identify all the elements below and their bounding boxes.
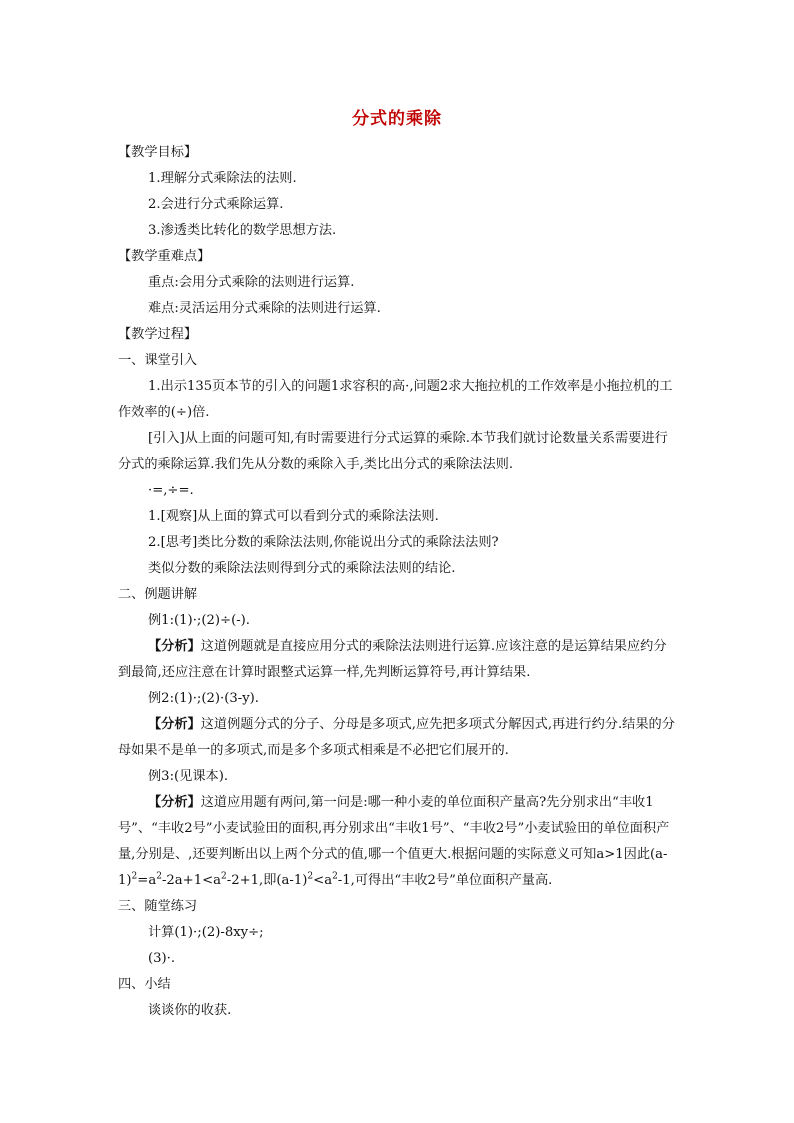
key-points-heading: 【教学重难点】 [118, 249, 211, 264]
page-title: 分式的乘除 [352, 109, 442, 129]
superscript: 2 [332, 871, 338, 882]
objectives-heading: 【教学目标】 [118, 145, 198, 160]
example-2-analysis [118, 712, 678, 764]
part4-heading: 四、小结 [118, 977, 171, 992]
part1-formula: ·=,÷=. [148, 483, 194, 498]
superscript: 2 [156, 871, 162, 882]
superscript: 2 [131, 871, 138, 882]
practice-item: 计算(1)·;(2)-8xy÷; [148, 925, 264, 940]
objective-item: 3.渗透类比转化的数学思想方法. [148, 223, 337, 238]
superscript: 2 [221, 871, 227, 882]
part1-heading: 一、课堂引入 [118, 353, 198, 368]
example-3: 例3:(见课本). [148, 769, 229, 784]
analysis-label: 【分析】 [148, 639, 201, 654]
example-3-analysis [118, 790, 678, 894]
objective-item: 2.会进行分式乘除运算. [148, 197, 284, 212]
key-point-item: 难点:灵活运用分式乘除的法则进行运算. [148, 301, 381, 316]
analysis-text: <a [313, 873, 333, 888]
practice-item: (3)·. [148, 951, 176, 966]
part1-think: 2.[思考]类比分数的乘除法法则,你能说出分式的乘除法法则? [148, 535, 499, 550]
superscript: 2 [307, 871, 314, 882]
part3-heading: 三、随堂练习 [118, 899, 198, 914]
process-heading: 【教学过程】 [118, 327, 198, 342]
part1-intro-paragraph: [引入]从上面的问题可知,有时需要进行分式运算的乘除.本节我们就讨论数量关系需要进行分式的乘除运算.我们先从分数的乘除入手,类比出分式的乘除法法则. [118, 431, 668, 472]
analysis-label: 【分析】 [148, 795, 201, 810]
summary-text: 谈谈你的收获. [148, 1003, 232, 1018]
analysis-text: 这道例题就是直接应用分式的乘除法法则进行运算.应该注意的是运算结果应约分到最简,还应注意在计算时跟整式运算一样,先判断运算符号,再计算结果. [118, 639, 667, 680]
analysis-text: -2+1,即(a-1) [226, 873, 308, 888]
part2-heading: 二、例题讲解 [118, 587, 198, 602]
analysis-text: -2a+1<a [161, 873, 221, 888]
objective-item: 1.理解分式乘除法的法则. [148, 171, 297, 186]
analysis-text: 这道例题分式的分子、分母是多项式,应先把多项式分解因式,再进行约分.结果的分母如果不是单一的多项式,而是多个多项式相乘是不必把它们展开的. [118, 717, 675, 758]
part1-paragraph: 1.出示135页本节的引入的问题1求容积的高·,问题2求大拖拉机的工作效率是小拖拉机的工作效率的(÷)倍. [118, 379, 673, 420]
example-1: 例1:(1)·;(2)÷(-). [148, 613, 251, 628]
analysis-text: -1,可得出“丰收2号”单位面积产量高. [337, 873, 553, 888]
key-point-item: 重点:会用分式乘除的法则进行运算. [148, 275, 355, 290]
part1-conclusion: 类似分数的乘除法法则得到分式的乘除法法则的结论. [148, 561, 456, 576]
example-1-analysis [118, 634, 678, 686]
document-body [118, 140, 678, 1024]
analysis-text: 这道应用题有两问,第一问是:哪一种小麦的单位面积产量高?先分别求出“丰收1号”、“丰收2号”小麦试验田的面积,再分别求出“丰收1号”、“丰收2号”小麦试验田的单位面积产量,分别是、,还要判断出以上两个分式的值,哪一个值更大.根据问题的实际意义可知a>1因此(a-1) [118, 795, 670, 888]
analysis-label: 【分析】 [148, 717, 201, 732]
analysis-text: =a [137, 873, 157, 888]
example-2: 例2:(1)·;(2)·(3-y). [148, 691, 259, 706]
part1-observe: 1.[观察]从上面的算式可以看到分式的乘除法法则. [148, 509, 439, 524]
